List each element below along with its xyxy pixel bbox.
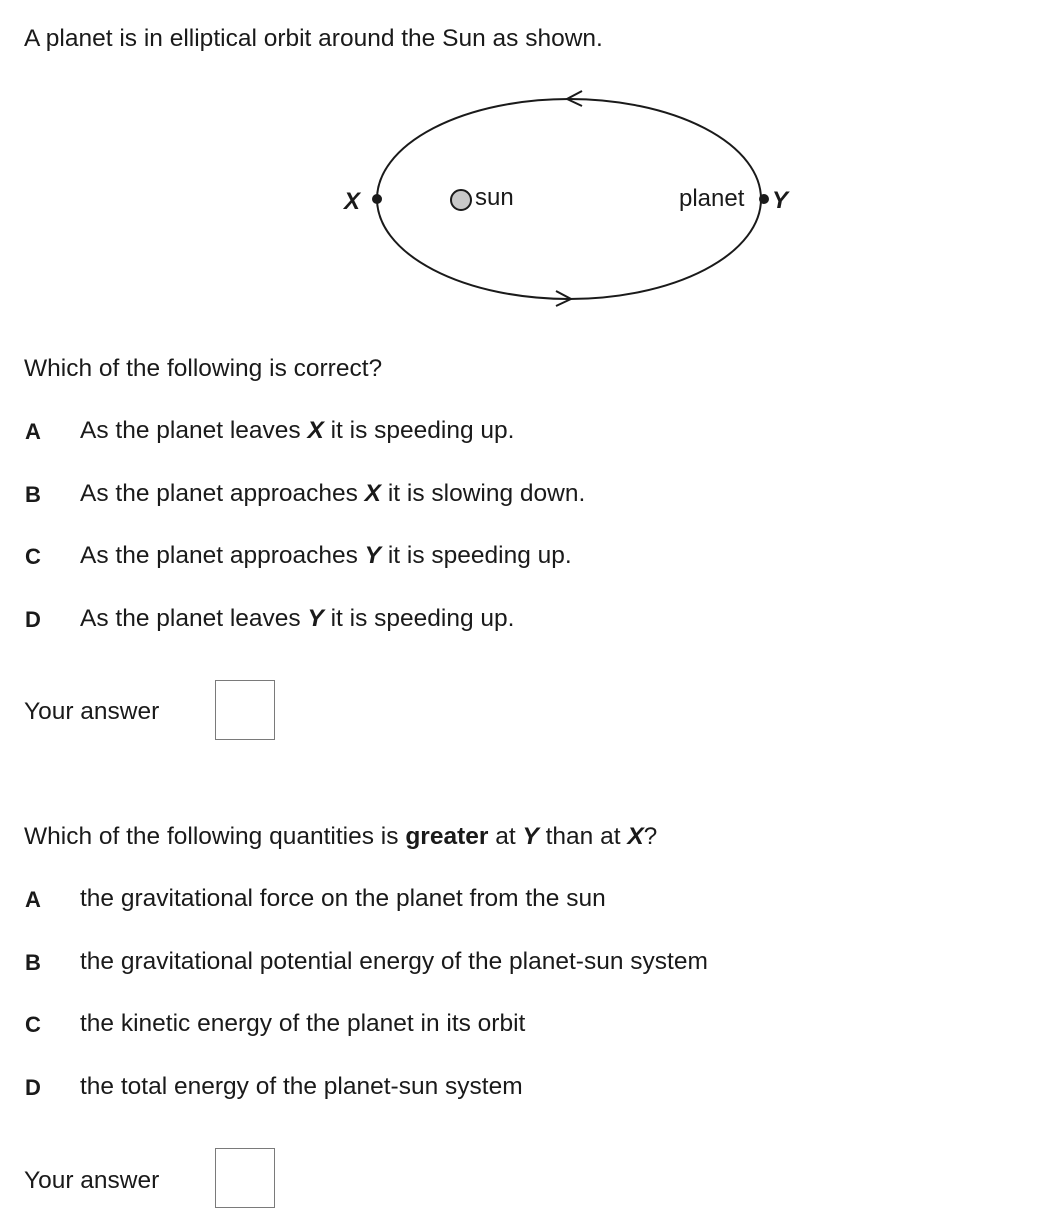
q1-option-b-letter: B bbox=[25, 482, 41, 507]
q1-option-c: As the planet approaches Y it is speeding up. bbox=[80, 542, 572, 569]
q2-answer-box[interactable] bbox=[215, 1148, 275, 1208]
label-x: X bbox=[344, 188, 361, 215]
q1-option-b: As the planet approaches X it is slowing down. bbox=[80, 480, 586, 507]
q1-answer-box[interactable] bbox=[215, 680, 275, 740]
q1-answer-label: Your answer bbox=[24, 698, 160, 725]
q2-prompt: Which of the following quantities is greater at Y than at X? bbox=[24, 823, 658, 850]
point-x-dot bbox=[372, 194, 382, 204]
q1-option-a: As the planet leaves X it is speeding up. bbox=[80, 417, 515, 444]
orbit-diagram bbox=[0, 0, 1056, 320]
q2-option-d-letter: D bbox=[25, 1075, 41, 1100]
label-y: Y bbox=[772, 187, 789, 214]
planet-dot bbox=[759, 194, 769, 204]
q1-option-a-letter: A bbox=[25, 419, 41, 444]
label-planet: planet bbox=[679, 185, 745, 212]
q1-option-c-letter: C bbox=[25, 544, 41, 569]
q2-option-a-letter: A bbox=[25, 887, 41, 912]
q2-option-b: the gravitational potential energy of the planet-sun system bbox=[80, 948, 708, 975]
q2-option-d: the total energy of the planet-sun system bbox=[80, 1073, 523, 1100]
q2-option-a: the gravitational force on the planet from the sun bbox=[80, 885, 606, 912]
intro-text: A planet is in elliptical orbit around the Sun as shown. bbox=[24, 25, 603, 52]
q2-option-b-letter: B bbox=[25, 950, 41, 975]
q1-option-d: As the planet leaves Y it is speeding up. bbox=[80, 605, 515, 632]
q1-option-d-letter: D bbox=[25, 607, 41, 632]
q2-option-c: the kinetic energy of the planet in its orbit bbox=[80, 1010, 526, 1037]
q1-prompt: Which of the following is correct? bbox=[24, 355, 383, 382]
label-sun: sun bbox=[475, 184, 514, 211]
sun-circle bbox=[451, 190, 471, 210]
q2-answer-label: Your answer bbox=[24, 1167, 160, 1194]
q2-option-c-letter: C bbox=[25, 1012, 41, 1037]
